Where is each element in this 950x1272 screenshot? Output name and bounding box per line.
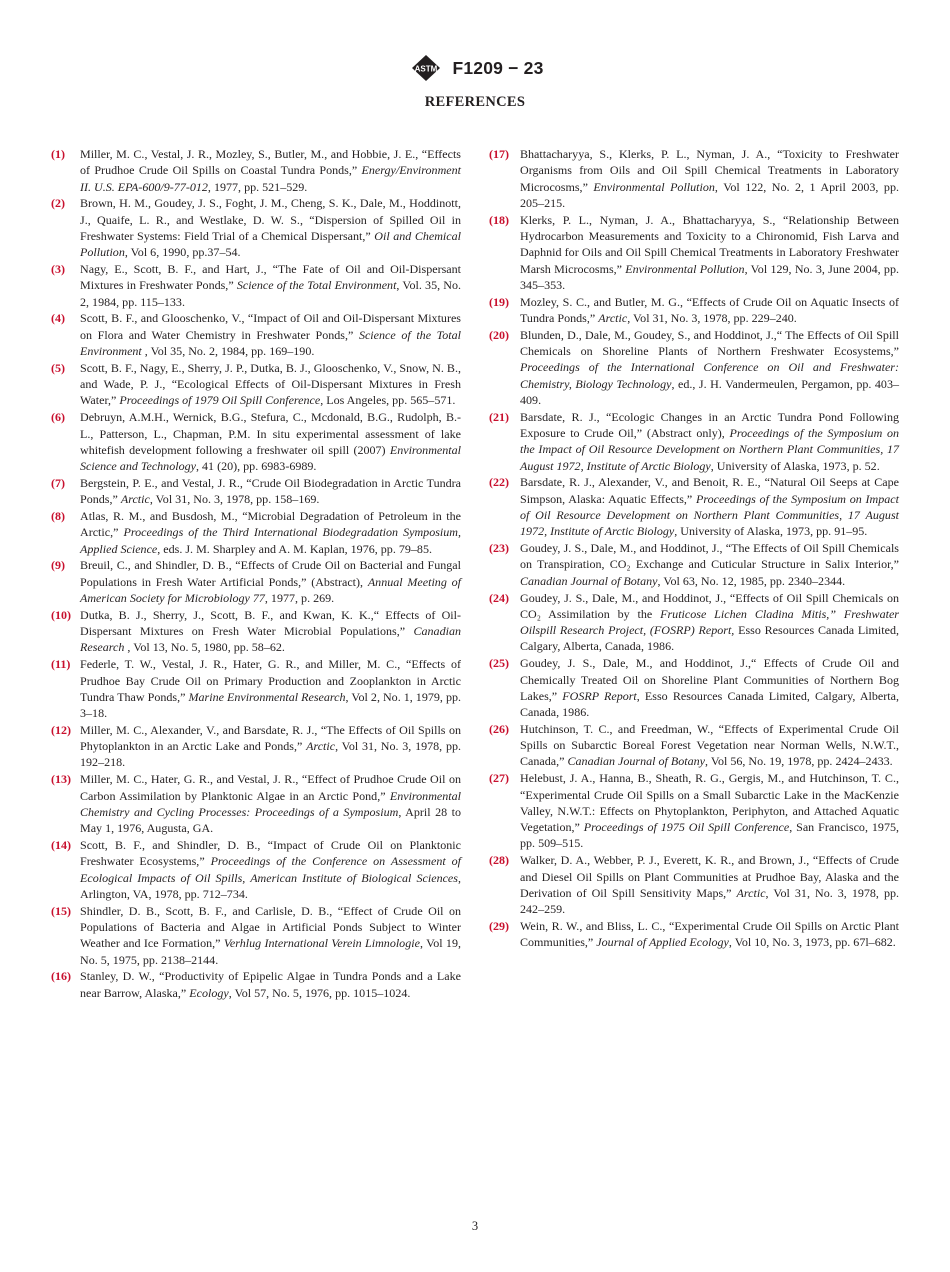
reference-details: , Vol 31, No. 3, 1978, pp. 158–169. (149, 492, 320, 507)
reference-authors-title: Atlas, R. M., and Busdosh, M., “Microbial Degradation of Petroleum in the Arctic,” (80, 509, 461, 540)
reference-source: Ecology (189, 985, 229, 1000)
reference-authors-title: Federle, T. W., Vestal, J. R., Hater, G. R., and Miller, M. C., “Effects of Prudhoe Bay Crude Oil on Primary Production and Zooplankton in Arctic Tundra Thaw Ponds,” (80, 657, 461, 704)
reference-number[interactable]: (2) (51, 196, 66, 211)
reference-details: , Vol 35, No. 2, 1984, pp. 169–190. (141, 344, 315, 359)
reference-text (80, 771, 461, 836)
reference-authors-title: Blunden, D., Dale, M., Goudey, S., and Hoddinot, J.,“ The Effects of Oil Spill Chemicals on Shoreline Plants of Northern Freshwater Ecosystems,” (520, 327, 899, 359)
reference-details: , Vol 31, No. 3, 1978, pp. 242–259. (520, 885, 900, 917)
reference-item (489, 590, 899, 655)
reference-item (489, 770, 899, 851)
document-header (0, 53, 950, 83)
reference-item (489, 655, 899, 720)
reference-text (80, 837, 461, 902)
reference-authors-title: Miller, M. C., Hater, G. R., and Vestal, J. R., “Effect of Prudhoe Crude Oil on Carbon Assimilation by Planktonic Algae in an Arctic Pond,” (80, 772, 461, 803)
reference-text (80, 310, 461, 359)
reference-text (520, 655, 899, 720)
reference-text (80, 508, 461, 557)
reference-authors-title: Goudey, J. S., Dale, M., and Hoddinot, J.,“ Effects of Crude Oil and Chemically Treated Oil on Shoreline Plant Communities of Northern Bog Lakes,” (520, 656, 899, 703)
reference-text (520, 474, 899, 539)
reference-details: , University of Alaska, 1973, p. 52. (710, 458, 880, 473)
reference-number[interactable]: (23) (489, 541, 510, 556)
reference-text (520, 918, 899, 951)
reference-source: FOSRP Report (562, 688, 637, 703)
reference-source: Marine Environmental Research (188, 689, 346, 704)
reference-text (80, 146, 461, 195)
reference-details: , Los Angeles, pp. 565–571. (320, 393, 456, 408)
reference-authors-title: Bhattacharyya, S., Klerks, P. L., Nyman, J. A., “Toxicity to Freshwater Organisms from Oils and Oil Spill Chemical Treatments in Laboratory Microcosms,” (520, 147, 899, 194)
reference-text (520, 212, 899, 293)
reference-number[interactable]: (15) (51, 903, 72, 918)
reference-authors-title: Mozley, S. C., and Butler, M. G., “Effects of Crude Oil on Aquatic Insects of Tundra Ponds,” (520, 294, 899, 325)
reference-source: Proceedings of the International Conference on Oil and Freshwater: Chemistry, Biology Technology (520, 360, 899, 391)
reference-authors-title: Hutchinson, T. C., and Freedman, W., “Effects of Experimental Crude Oil Spills on Subarctic Boreal Forest Vegetation near Norman Wells, N.W.T., Canada,” (520, 721, 899, 769)
reference-source: Environmental Pollution (593, 179, 715, 194)
reference-number[interactable]: (21) (489, 409, 510, 424)
reference-details: , 41 (20), pp. 6983-6989. (195, 459, 317, 474)
reference-details: , 1977, p. 269. (264, 591, 335, 606)
reference-source: Arctic (598, 310, 628, 325)
reference-text (80, 722, 461, 771)
standard-designation: F1209 − 23 (452, 57, 544, 78)
reference-number[interactable]: (28) (489, 853, 510, 868)
reference-item (51, 146, 461, 195)
reference-details: , Vol 56, No. 19, 1978, pp. 2424–2433. (705, 754, 893, 769)
reference-number[interactable]: (7) (51, 475, 66, 490)
reference-authors-title: Breuil, C., and Shindler, D. B., “Effects of Crude Oil on Bacterial and Fungal Populations in Fresh Water Artificial Ponds,” (Abstract), (80, 558, 461, 589)
reference-item (51, 195, 461, 260)
reference-source: Canadian Journal of Botany (520, 573, 658, 588)
reference-authors-title: Brown, H. M., Goudey, J. S., Foght, J. M., Cheng, S. K., Dale, M., Hoddinott, J., Quaife, L. R., and Westlake, D. W. S., “Dispersion of Spilled Oil in Freshwater Systems: Field Trial of a Chemical Dispersant,” (80, 196, 461, 243)
reference-authors-title: Miller, M. C., Alexander, V., and Barsdate, R. J., “The Effects of Oil Spills on Phytoplankton in an Arctic Lake and Ponds,” (80, 722, 461, 754)
reference-text (520, 590, 899, 655)
reference-number[interactable]: (13) (51, 772, 72, 787)
reference-item (51, 557, 461, 606)
reference-number[interactable]: (22) (489, 475, 510, 490)
reference-authors-title: Shindler, D. B., Scott, B. F., and Carlisle, D. B., “Effect of Crude Oil on Populations of Bacteria and Algae in Artificial Ponds Subject to Winter Weather and Ice Formation,” (80, 903, 461, 951)
reference-details: , Vol. 35, No. 2, 1984, pp. 115–133. (80, 278, 461, 309)
reference-number[interactable]: (20) (489, 327, 510, 342)
reference-text (520, 540, 899, 589)
reference-text (520, 409, 899, 474)
reference-text (80, 607, 461, 656)
reference-number[interactable]: (18) (489, 212, 510, 227)
reference-text (80, 656, 461, 721)
reference-details: , eds. J. M. Sharpley and A. M. Kaplan, 1976, pp. 79–85. (157, 541, 432, 556)
reference-number[interactable]: (5) (51, 360, 66, 375)
reference-text (80, 360, 461, 409)
reference-item (51, 968, 461, 1001)
reference-number[interactable]: (14) (51, 837, 72, 852)
section-title: REFERENCES (424, 94, 526, 110)
reference-number[interactable]: (10) (51, 607, 72, 622)
reference-item (51, 771, 461, 836)
reference-item (489, 540, 899, 589)
reference-number[interactable]: (3) (51, 262, 66, 277)
reference-source: Environmental Chemistry and Cycling Processes: Proceedings of a Symposium (80, 788, 461, 819)
reference-authors-title: Walker, D. A., Webber, P. J., Everett, K. R., and Brown, J., “Effects of Crude and Diesel Oil Spills on Plant Communities at Prudhoe Bay, Alaska and the Derivation of Oil Spill Sensitivity Maps,” (520, 853, 899, 900)
reference-details: , San Francisco, 1975, pp. 509–515. (520, 820, 899, 851)
reference-text (80, 195, 461, 260)
reference-text (520, 852, 899, 917)
reference-authors-title: Scott, B. F., Nagy, E., Sherry, J. P., Dutka, B. J., Glooschenko, V., Snow, N. B., and Wade, P. J., “Ecological Effects of Oil-Dispersant Mixtures in Fresh Water,” (80, 360, 461, 408)
reference-number[interactable]: (4) (51, 311, 66, 326)
reference-authors-title: Klerks, P. L., Nyman, J. A., Bhattacharyya, S., “Relationship Between Hydrocarbon Measurements and Toxicity to a Chironomid, Fish Larva and Daphnid for Oils and Oil Spill Chemical Treatments in Laboratory Freshwater Marsh Microcosms,” (520, 212, 899, 276)
reference-details: , University of Alaska, 1973, pp. 91–95. (674, 524, 868, 539)
reference-source: Verhlug International Verein Limnologie (223, 936, 420, 951)
reference-number[interactable]: (12) (51, 722, 72, 737)
reference-item (489, 294, 899, 327)
reference-text (520, 721, 899, 770)
reference-source: Fruticose Lichen Cladina Mitis,” Freshwater Oilspill Research Project, (FOSRP) Report, (520, 606, 899, 638)
reference-text (520, 146, 899, 211)
reference-item (51, 409, 461, 474)
reference-text (80, 557, 461, 606)
reference-number[interactable]: (6) (51, 410, 66, 425)
reference-source: Science of the Total Environment (236, 278, 397, 293)
reference-details: , Vol 57, No. 5, 1976, pp. 1015–1024. (228, 985, 411, 1000)
reference-number[interactable]: (16) (51, 969, 72, 984)
reference-item (489, 721, 899, 770)
reference-item (489, 474, 899, 539)
reference-details: , Vol 129, No. 3, June 2004, pp. 345–353. (520, 261, 899, 292)
reference-text (80, 903, 461, 968)
reference-item (51, 837, 461, 902)
reference-source: Environmental Pollution (625, 261, 745, 276)
reference-source: Proceedings of the Third International Biodegradation Symposium, Applied Science (80, 525, 461, 556)
reference-authors-title: Nagy, E., Scott, B. F., and Hart, J., “The Fate of Oil and Oil-Dispersant Mixtures in Freshwater Ponds,” (80, 262, 461, 293)
reference-details: , Vol 2, No. 1, 1979, pp. 3–18. (80, 689, 461, 721)
reference-text (80, 409, 461, 474)
reference-number[interactable]: (17) (489, 147, 510, 161)
reference-item (489, 146, 899, 211)
reference-details: , Vol 31, No. 3, 1978, pp. 192–218. (80, 739, 462, 770)
reference-number[interactable]: (24) (489, 590, 510, 605)
reference-source: Environmental Science and Technology (80, 442, 461, 474)
reference-number[interactable]: (19) (489, 294, 510, 309)
reference-source: Journal of Applied Ecology (596, 935, 729, 950)
reference-details: , Vol 13, No. 5, 1980, pp. 58–62. (124, 640, 285, 655)
reference-source: Oil and Chemical Pollution (80, 228, 461, 260)
reference-source: Proceedings of 1979 Oil Spill Conference (119, 393, 321, 408)
reference-source: Proceedings of the Conference on Assessment of Ecological Impacts of Oil Spills, American Institute of Biological Sciences (80, 854, 461, 885)
reference-number[interactable]: (8) (51, 509, 66, 524)
reference-source: Proceedings of 1975 Oil Spill Conference (583, 820, 790, 835)
reference-details: , ed., J. H. Vandermeulen, Pergamon, pp. 403–409. (520, 376, 900, 407)
reference-source: Canadian Journal of Botany (567, 754, 706, 769)
reference-source: Energy/Environment II. U.S. EPA-600/9-77-012 (80, 163, 461, 194)
reference-source: Proceedings of the Symposium on Impact of Oil Resource Development on Northern Plant Communities, 17 August 1972, Institute of Arctic Biology (520, 491, 899, 539)
reference-details: Esso Resources Canada Limited, Calgary, Alberta, Canada, 1986. (520, 623, 899, 654)
reference-number[interactable]: (11) (51, 657, 71, 672)
reference-text (80, 968, 461, 1001)
reference-number[interactable]: (29) (489, 918, 510, 933)
reference-details: , Vol 31, No. 3, 1978, pp. 229–240. (627, 310, 797, 325)
reference-authors-title: Goudey, J. S., Dale, M., and Hoddinot, J., “Effects of Oil Spill Chemicals on CO₂ Assimilation by the (520, 590, 899, 621)
reference-text (520, 294, 899, 327)
reference-item (489, 852, 899, 917)
reference-authors-title: Scott, B. F., and Shindler, D. B., “Impact of Crude Oil on Planktonic Freshwater Ecosystems,” (80, 837, 461, 869)
astm-logo-text: ASTM (415, 64, 438, 74)
reference-details: , Esso Resources Canada Limited, Calgary, Alberta, Canada, 1986. (520, 688, 899, 720)
reference-authors-title: Barsdate, R. J., Alexander, V., and Benoit, R. E., “Natural Oil Seeps at Cape Simpson, Alaska: Aquatic Effects,” (520, 475, 899, 506)
reference-item (489, 918, 899, 951)
reference-text (80, 261, 461, 310)
reference-item (51, 903, 461, 968)
reference-authors-title: Scott, B. F., and Glooschenko, V., “Impact of Oil and Oil-Dispersant Mixtures on Flora and Water Chemistry in Freshwater Ponds,” (80, 311, 461, 342)
reference-item (489, 212, 899, 293)
reference-details: , Vol 10, No. 3, 1973, pp. 67l–682. (728, 935, 896, 950)
reference-text (80, 475, 461, 508)
reference-source: Arctic (306, 739, 336, 754)
reference-authors-title: Stanley, D. W., “Productivity of Epipelic Algae in Tundra Ponds and a Lake near Barrow, Alaska,” (80, 969, 461, 1000)
reference-number[interactable]: (25) (489, 656, 510, 671)
reference-source: Proceedings of the Symposium on the Impact of Oil Resource Development on Northern Plant Communities, 17 August 1972, Institute of Arctic Biology (520, 426, 900, 473)
reference-item (489, 409, 899, 474)
page-number: 3 (471, 1219, 479, 1233)
reference-number[interactable]: (27) (489, 771, 510, 786)
reference-details: , April 28 to May 1, 1976, Augusta, GA. (80, 804, 461, 836)
reference-authors-title: Debruyn, A.M.H., Wernick, B.G., Stefura, C., Mcdonald, B.G., Rudolph, B.-L., Patterson, L., Chapman, P.M. In situ experimental assessment of lake whitefish development following a freshwater oil spill (2007) (80, 410, 461, 457)
reference-item (51, 607, 461, 656)
reference-authors-title: Helebust, J. A., Hanna, B., Sheath, R. G., Gergis, M., and Hutchinson, T. C., “Experimental Crude Oil Spills on a Small Subarctic Lake in the MacKenzie Valley, N.W.T.: Effects on Phytoplankton, Periphyton, and Attached Aquatic Vegetation,” (520, 771, 899, 835)
reference-details: , Vol 122, No. 2, 1 April 2003, pp. 205–215. (520, 179, 899, 210)
reference-source: Annual Meeting of American Society for Microbiology 77 (80, 574, 461, 606)
reference-authors-title: Goudey, J. S., Dale, M., and Hoddinot, J., “The Effects of Oil Spill Chemicals on Transpiration, CO₂ Exchange and Cuticular Structure in Salix Interior,” (520, 541, 899, 572)
reference-details: , Vol 63, No. 12, 1985, pp. 2340–2344. (657, 573, 846, 588)
references-left-column (51, 146, 461, 1001)
reference-details: , 1977, pp. 521–529. (207, 179, 308, 194)
reference-number[interactable]: (1) (51, 147, 66, 161)
reference-item (51, 360, 461, 409)
reference-details: , Vol 6, 1990, pp.37–54. (124, 245, 241, 260)
references-right-column (489, 146, 899, 951)
reference-item (51, 310, 461, 359)
reference-source: Canadian Research (80, 624, 461, 655)
reference-source: Science of the Total Environment (80, 327, 461, 359)
reference-details: , Vol 19, No. 5, 1975, pp. 2138–2144. (80, 936, 461, 967)
reference-authors-title: Miller, M. C., Vestal, J. R., Mozley, S., Butler, M., and Hobbie, J. E., “Effects of Prudhoe Crude Oil Spills on Coastal Tundra Ponds,” (80, 147, 461, 178)
reference-text (520, 770, 899, 851)
astm-logo-icon (406, 53, 446, 83)
reference-item (51, 475, 461, 508)
reference-authors-title: Dutka, B. J., Sherry, J., Scott, B. F., and Kwan, K. K.,“ Effects of Oil-Dispersant Mixtures on Fresh Water Microbial Populations,” (80, 607, 461, 639)
reference-item (51, 261, 461, 310)
reference-item (51, 508, 461, 557)
reference-authors-title: Wein, R. W., and Bliss, L. C., “Experimental Crude Oil Spills on Arctic Plant Communities,” (520, 918, 899, 950)
reference-item (51, 722, 461, 771)
reference-text (520, 327, 899, 408)
reference-number[interactable]: (9) (51, 558, 66, 573)
reference-item (489, 327, 899, 408)
reference-authors-title: Bergstein, P. E., and Vestal, J. R., “Crude Oil Biodegradation in Arctic Tundra Ponds,” (80, 475, 461, 507)
reference-details: , Arlington, VA, 1978, pp. 712–734. (80, 870, 461, 901)
reference-item (51, 656, 461, 721)
reference-source: Arctic (120, 492, 150, 507)
reference-number[interactable]: (26) (489, 721, 510, 736)
reference-source: Arctic (736, 885, 766, 900)
reference-authors-title: Barsdate, R. J., “Ecologic Changes in an Arctic Tundra Pond Following Exposure to Crude Oil,” (Abstract only), (520, 409, 899, 441)
